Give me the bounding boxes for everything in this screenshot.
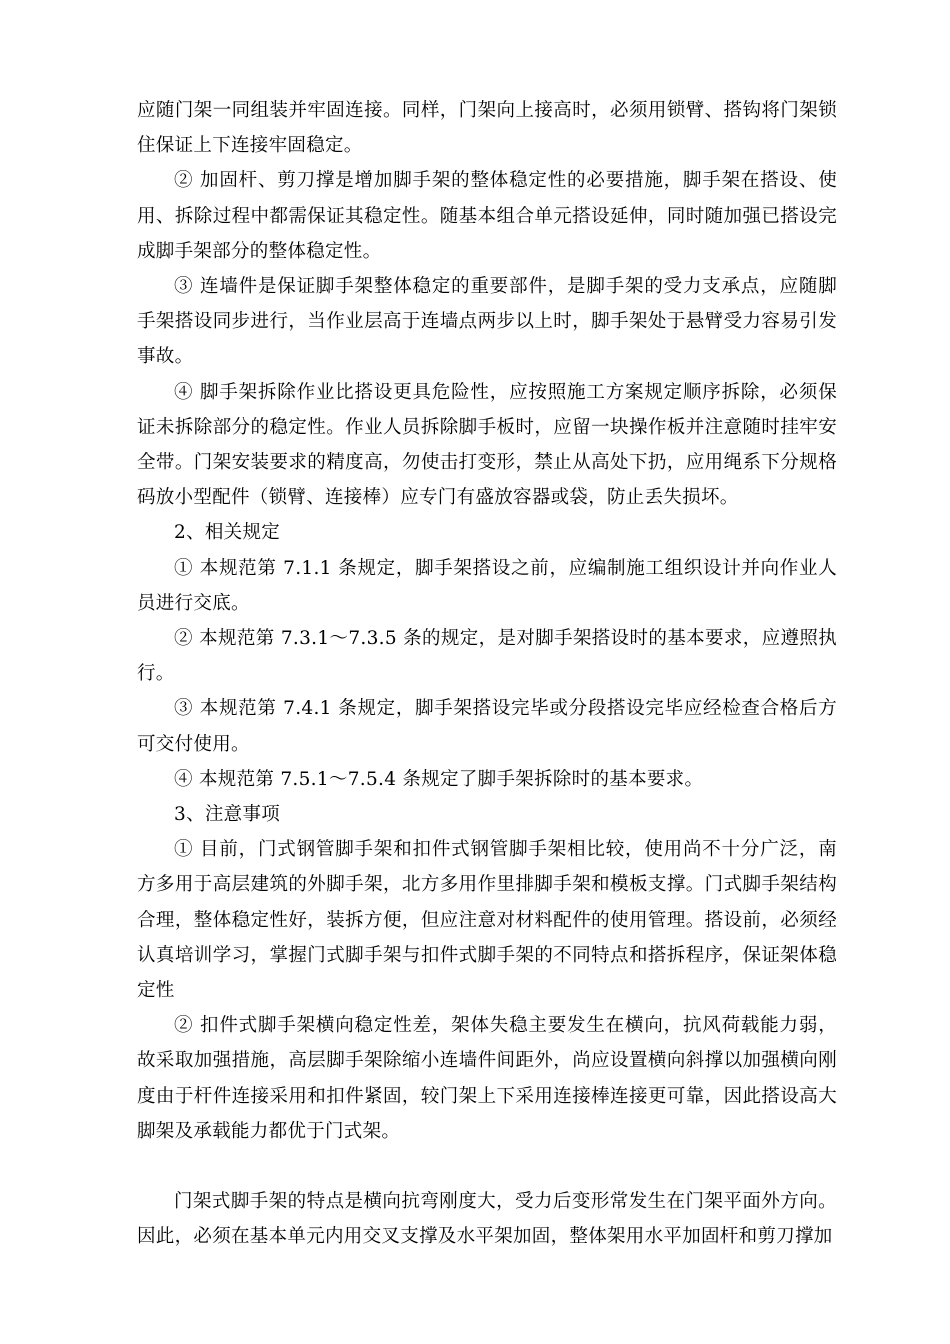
regulation-item-2: ② 本规范第 7.3.1～7.3.5 条的规定，是对脚手架搭设时的基本要求，应遵照执行。 <box>137 628 837 685</box>
regulation-item-3: ③ 本规范第 7.4.1 条规定，脚手架搭设完毕或分段搭设完毕应经检查合格后方可交付使用。 <box>137 698 837 755</box>
note-item-2: ② 扣件式脚手架横向稳定性差，架体失稳主要发生在横向，抗风荷载能力弱，故采取加强措施，高层脚手架除缩小连墙件间距外，尚应设置横向斜撑以加强横向刚度由于杆件连接采用和扣件紧固，较门架上下采用连接棒连接更可靠，因此搭设高大脚架及承载能力都优于门式架。 <box>137 1015 837 1142</box>
note-item-1: ① 目前，门式钢管脚手架和扣件式钢管脚手架相比较，使用尚不十分广泛，南方多用于高层建筑的外脚手架，北方多用作里排脚手架和模板支撑。门式脚手架结构合理，整体稳定性好，装拆方便，但应注意对材料配件的使用管理。搭设前，必须经认真培训学习，掌握门式脚手架与扣件式脚手架的不同特点和搭拆程序，保证架体稳定性 <box>137 839 837 1002</box>
paragraph-gap <box>137 1149 837 1184</box>
section-heading-3: 3、注意事项 <box>174 804 281 826</box>
regulation-item-4: ④ 本规范第 7.5.1～7.5.4 条规定了脚手架拆除时的基本要求。 <box>174 768 704 790</box>
document-body <box>137 93 837 1255</box>
paragraph-door-frame: 门架式脚手架的特点是横向抗弯刚度大，受力后变形常发生在门架平面外方向。因此，必须在基本单元内用交叉支撑及水平架加固，整体架用水平加固杆和剪刀撑加 <box>137 1191 837 1248</box>
regulation-item-1: ① 本规范第 7.1.1 条规定，脚手架搭设之前，应编制施工组织设计并向作业人员进行交底。 <box>137 557 837 614</box>
paragraph-item-3: ③ 连墙件是保证脚手架整体稳定的重要部件，是脚手架的受力支承点，应随脚手架搭设同步进行，当作业层高于连墙点两步以上时，脚手架处于悬臂受力容易引发事故。 <box>137 276 837 368</box>
section-heading-2: 2、相关规定 <box>174 522 281 544</box>
paragraph-item-4: ④ 脚手架拆除作业比搭设更具危险性，应按照施工方案规定顺序拆除，必须保证未拆除部分的稳定性。作业人员拆除脚手板时，应留一块操作板并注意随时挂牢安全带。门架安装要求的精度高，勿使击打变形，禁止从高处下扔，应用绳系下分规格码放小型配件（锁臂、连接棒）应专门有盛放容器或袋，防止丢失损坏。 <box>137 381 837 509</box>
paragraph-item-2: ② 加固杆、剪刀撑是增加脚手架的整体稳定性的必要措施，脚手架在搭设、使用、拆除过程中都需保证其稳定性。随基本组合单元搭设延伸，同时随加强已搭设完成脚手架部分的整体稳定性。 <box>137 170 837 262</box>
paragraph-continuation: 应随门架一同组装并牢固连接。同样，门架向上接高时，必须用锁臂、搭钩将门架锁住保证上下连接牢固稳定。 <box>137 100 837 157</box>
